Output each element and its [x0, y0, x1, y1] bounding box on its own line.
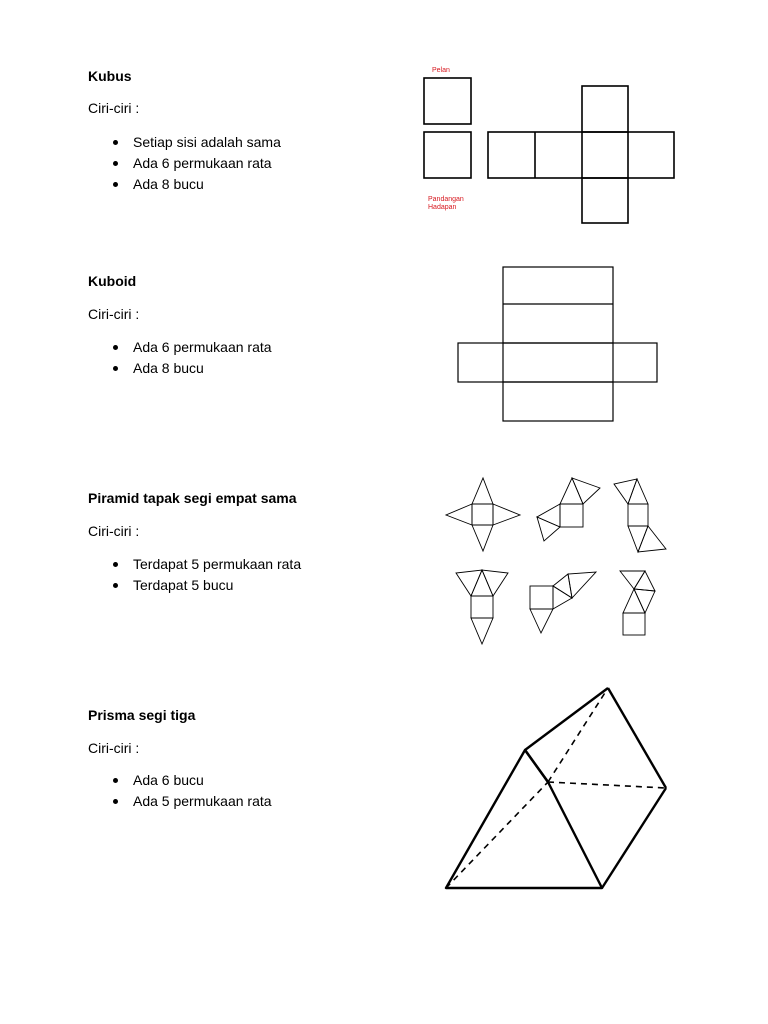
figure-label-pelan: Pelan [432, 67, 450, 74]
section-title: Kubus [88, 68, 132, 84]
plan-view-square [424, 78, 471, 124]
list-item: Ada 6 permukaan rata [88, 153, 281, 174]
feature-list [88, 132, 281, 195]
section-title: Piramid tapak segi empat sama [88, 490, 297, 506]
feature-list [88, 554, 301, 596]
pyramid-net-2 [537, 478, 600, 541]
pyramid-nets-figure [440, 470, 680, 650]
figure-label-pandangan: Pandangan [428, 196, 464, 203]
pyramid-net-5 [530, 572, 596, 633]
pyramid-net-4 [456, 570, 508, 644]
cuboid-net-row [458, 343, 657, 382]
pyramid-net-3 [614, 479, 666, 552]
section-subtitle: Ciri-ciri : [88, 100, 140, 116]
feature-list [88, 770, 272, 812]
list-item: Ada 8 bucu [88, 174, 281, 195]
list-item: Ada 8 bucu [88, 358, 272, 379]
cube-net-row [488, 132, 674, 178]
section-subtitle: Ciri-ciri : [88, 306, 140, 322]
cuboid-net-figure [450, 260, 670, 430]
prism-hidden-edge [548, 782, 666, 788]
pyramid-net-6 [620, 571, 655, 635]
prism-front-face [446, 750, 602, 888]
list-item: Terdapat 5 bucu [88, 575, 301, 596]
figure-label-hadapan: Hadapan [428, 204, 457, 211]
cube-net-bottom-face [582, 178, 628, 223]
cuboid-net-column [503, 267, 613, 421]
section-title: Prisma segi tiga [88, 707, 196, 723]
list-item: Ada 6 permukaan rata [88, 337, 272, 358]
triangular-prism-figure [430, 670, 690, 910]
cube-net-top-face [582, 86, 628, 132]
section-subtitle: Ciri-ciri : [88, 740, 140, 756]
list-item: Ada 5 permukaan rata [88, 791, 272, 812]
list-item: Setiap sisi adalah sama [88, 132, 281, 153]
front-view-square [424, 132, 471, 178]
section-subtitle: Ciri-ciri : [88, 523, 140, 539]
list-item: Ada 6 bucu [88, 770, 272, 791]
pyramid-net-1 [446, 478, 520, 551]
feature-list [88, 337, 272, 379]
section-title: Kuboid [88, 273, 137, 289]
prism-hidden-edge [548, 688, 608, 782]
cube-net-figure [410, 60, 690, 230]
list-item: Terdapat 5 permukaan rata [88, 554, 301, 575]
